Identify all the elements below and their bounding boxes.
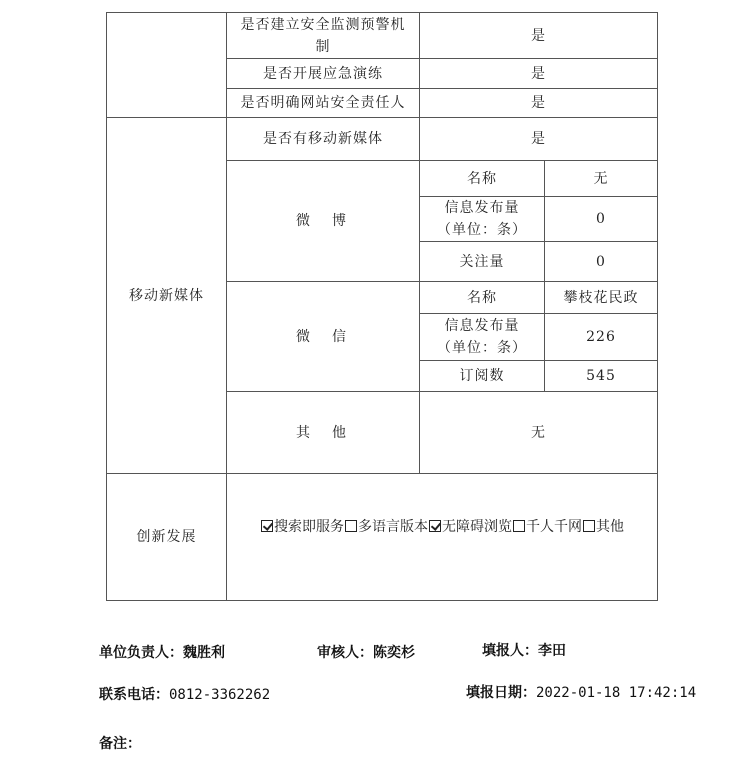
monitor-label: 是否建立安全监测预警机制 [240, 16, 406, 55]
weibo-follow-value: 0 [596, 253, 606, 270]
unit-head-name: 魏胜利 [183, 645, 225, 661]
checkbox-unchecked-icon[interactable] [583, 520, 595, 532]
fill-date-value: 2022-01-18 17:42:14 [536, 685, 697, 701]
mobile-section-label: 移动新媒体 [129, 287, 204, 304]
note: 备注： [99, 736, 141, 752]
has-mobile-value: 是 [531, 131, 546, 147]
weibo-posts-label: 信息发布量 （单位：条） [437, 200, 527, 238]
checkbox-checked-icon[interactable] [261, 520, 273, 532]
wechat-label: 微 信 [296, 328, 350, 345]
innovation-options [226, 516, 658, 536]
unit-head: 单位负责人：魏胜利 [99, 645, 225, 661]
weibo-name-value: 无 [593, 170, 609, 187]
wechat-posts-value: 226 [586, 329, 616, 345]
weibo-follow-label: 关注量 [459, 253, 505, 270]
contact-phone: 联系电话：0812-3362262 [99, 687, 271, 703]
drill-value: 是 [531, 65, 546, 82]
option-personalized[interactable]: 千人千网 [512, 519, 582, 535]
innovation-section-label: 创新发展 [136, 529, 197, 545]
option-search-service[interactable]: 搜索即服务 [260, 519, 344, 535]
checkbox-checked-icon[interactable] [429, 520, 441, 532]
wechat-subs-value: 545 [586, 368, 616, 384]
option-accessibility[interactable]: 无障碍浏览 [428, 519, 512, 535]
other-value: 无 [531, 424, 546, 441]
wechat-subs-label: 订阅数 [459, 368, 505, 384]
checkbox-unchecked-icon[interactable] [513, 520, 525, 532]
reviewer-name: 陈奕杉 [373, 645, 415, 661]
other-label: 其 他 [296, 424, 350, 441]
option-other[interactable]: 其他 [582, 519, 624, 535]
filler-name: 李田 [538, 643, 566, 659]
phone-number: 0812-3362262 [169, 687, 271, 703]
drill-label: 是否开展应急演练 [263, 65, 383, 82]
has-mobile-label: 是否有移动新媒体 [263, 131, 383, 147]
owner-label: 是否明确网站安全责任人 [240, 95, 406, 111]
option-multilingual[interactable]: 多语言版本 [344, 519, 428, 535]
weibo-name-label: 名称 [467, 170, 497, 187]
checkbox-unchecked-icon[interactable] [345, 520, 357, 532]
owner-value: 是 [531, 95, 546, 111]
wechat-name-value: 攀枝花民政 [563, 289, 639, 306]
monitor-value: 是 [531, 27, 546, 44]
weibo-posts-value: 0 [596, 211, 606, 227]
wechat-name-label: 名称 [467, 289, 497, 306]
reviewer: 审核人：陈奕杉 [317, 645, 415, 661]
fill-date: 填报日期：2022-01-18 17:42:14 [466, 685, 697, 701]
weibo-label: 微 博 [296, 213, 350, 229]
wechat-posts-label: 信息发布量 （单位：条） [437, 318, 527, 356]
filler: 填报人：李田 [482, 643, 566, 659]
